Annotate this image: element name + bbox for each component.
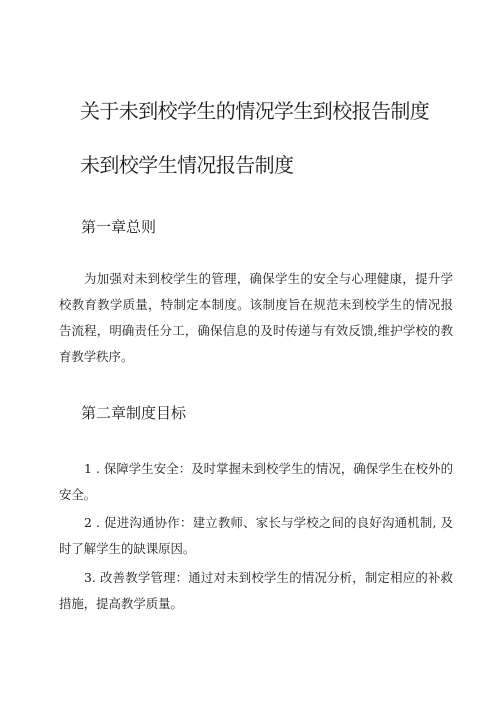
chapter-1-heading: 第一章总则	[81, 218, 157, 236]
goal-item-2: 2 . 促进沟通协作：建立教师、家长与学校之间的良好沟通机制, 及时了解学生的缺课原因。	[59, 515, 453, 556]
goal-item-1: 1 . 保障学生安全：及时掌握未到校学生的情况，确保学生在校外的安全。	[59, 461, 453, 502]
chapter-1-paragraph: 为加强对未到校学生的管理，确保学生的安全与心理健康，提升学校教育教学质量，特制定本制度。该制度旨在规范未到校学生的情况报告流程，明确责任分工，确保信息的及时传递与有效反馈,维护学校的教育教学秩序。	[59, 271, 453, 364]
chapter-2-heading: 第二章制度目标	[81, 404, 187, 422]
goal-item-3: 3. 改善教学管理：通过对未到校学生的情况分析，制定相应的补救措施，提高教学质量。	[59, 570, 453, 611]
document-title: 关于未到校学生的情况学生到校报告制度	[80, 99, 430, 123]
document-subtitle: 未到校学生情况报告制度	[80, 153, 294, 177]
